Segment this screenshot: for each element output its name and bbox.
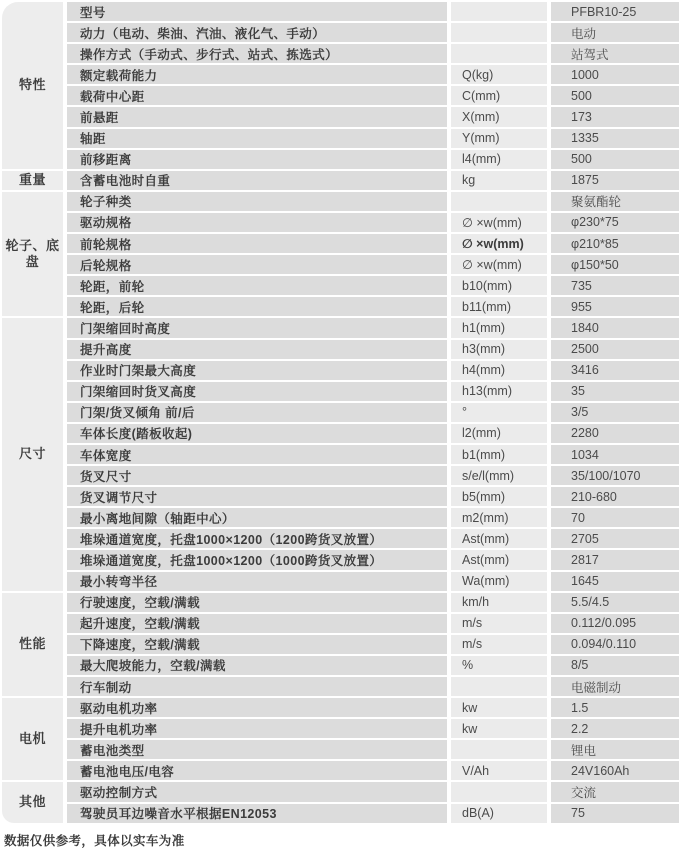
unit-cell: h3(mm)	[451, 340, 547, 359]
value-cell: 1875	[551, 171, 679, 190]
unit-cell: b5(mm)	[451, 487, 547, 506]
value-cell: 电磁制动	[551, 677, 679, 696]
unit-cell: h1(mm)	[451, 318, 547, 337]
value-cell: 1.5	[551, 698, 679, 717]
unit-cell: Wa(mm)	[451, 572, 547, 591]
param-cell: 额定载荷能力	[67, 65, 447, 84]
value-cell: 500	[551, 150, 679, 169]
value-cell: 1000	[551, 65, 679, 84]
value-cell: φ150*50	[551, 255, 679, 274]
value-cell: 24V160Ah	[551, 761, 679, 780]
param-cell: 型号	[67, 2, 447, 21]
param-cell: 轮距，后轮	[67, 297, 447, 316]
param-cell: 车体长度(踏板收起)	[67, 424, 447, 443]
unit-cell	[451, 677, 547, 696]
unit-cell: °	[451, 403, 547, 422]
param-cell: 载荷中心距	[67, 86, 447, 105]
unit-cell: l4(mm)	[451, 150, 547, 169]
value-cell: 锂电	[551, 740, 679, 759]
value-cell: 2.2	[551, 719, 679, 738]
param-cell: 前移距离	[67, 150, 447, 169]
unit-cell: ∅ ×w(mm)	[451, 234, 547, 253]
param-cell: 堆垛通道宽度，托盘1000×1200（1000跨货叉放置）	[67, 550, 447, 569]
param-cell: 轮距，前轮	[67, 276, 447, 295]
unit-cell: V/Ah	[451, 761, 547, 780]
category-cell	[2, 318, 63, 590]
unit-cell: h4(mm)	[451, 361, 547, 380]
spec-table	[2, 2, 679, 823]
param-cell: 行车制动	[67, 677, 447, 696]
unit-cell: ∅ ×w(mm)	[451, 213, 547, 232]
category-label: 性能	[18, 636, 46, 652]
category-label: 轮子、底盘	[5, 237, 60, 270]
param-cell: 行驶速度，空载/满载	[67, 593, 447, 612]
param-cell: 下降速度，空载/满载	[67, 635, 447, 654]
category-cell	[2, 2, 63, 169]
unit-cell: b1(mm)	[451, 445, 547, 464]
param-cell: 轮子种类	[67, 192, 447, 211]
param-cell: 驱动电机功率	[67, 698, 447, 717]
param-cell: 轴距	[67, 129, 447, 148]
param-cell: 堆垛通道宽度，托盘1000×1200（1200跨货叉放置）	[67, 529, 447, 548]
unit-cell: m/s	[451, 635, 547, 654]
category-cell	[2, 698, 63, 780]
param-cell: 蓄电池电压/电容	[67, 761, 447, 780]
param-cell: 作业时门架最大高度	[67, 361, 447, 380]
unit-cell: l2(mm)	[451, 424, 547, 443]
unit-cell	[451, 782, 547, 801]
param-cell: 操作方式（手动式、步行式、站式、拣选式）	[67, 44, 447, 63]
param-cell: 前悬距	[67, 107, 447, 126]
param-cell: 最大爬坡能力，空载/满载	[67, 656, 447, 675]
param-cell: 驱动规格	[67, 213, 447, 232]
unit-cell: dB(A)	[451, 804, 547, 823]
value-cell: 500	[551, 86, 679, 105]
value-cell: 1335	[551, 129, 679, 148]
category-cell	[2, 171, 63, 190]
param-cell: 最小转弯半径	[67, 572, 447, 591]
param-cell: 门架缩回时货叉高度	[67, 382, 447, 401]
value-cell: φ230*75	[551, 213, 679, 232]
param-cell: 门架/货叉倾角 前/后	[67, 403, 447, 422]
param-cell: 货叉调节尺寸	[67, 487, 447, 506]
value-cell: 35/100/1070	[551, 466, 679, 485]
unit-cell: %	[451, 656, 547, 675]
unit-cell: kw	[451, 698, 547, 717]
value-cell: 1034	[551, 445, 679, 464]
param-cell: 门架缩回时高度	[67, 318, 447, 337]
param-cell: 驾驶员耳边噪音水平根据EN12053	[67, 804, 447, 823]
value-cell: 2705	[551, 529, 679, 548]
param-cell: 蓄电池类型	[67, 740, 447, 759]
unit-cell	[451, 192, 547, 211]
category-label: 尺寸	[18, 446, 46, 462]
param-cell: 后轮规格	[67, 255, 447, 274]
value-cell: PFBR10-25	[551, 2, 679, 21]
unit-cell: s/e/l(mm)	[451, 466, 547, 485]
unit-cell: Y(mm)	[451, 129, 547, 148]
param-cell: 起升速度，空载/满载	[67, 614, 447, 633]
footer-disclaimer: 数据仅供参考，具体以实车为准	[4, 833, 185, 848]
param-cell: 动力（电动、柴油、汽油、液化气、手动）	[67, 23, 447, 42]
value-cell: 1645	[551, 572, 679, 591]
param-cell: 最小离地间隙（轴距中心）	[67, 508, 447, 527]
value-cell: 3416	[551, 361, 679, 380]
value-cell: 70	[551, 508, 679, 527]
value-cell: 1840	[551, 318, 679, 337]
unit-cell: m2(mm)	[451, 508, 547, 527]
unit-cell: km/h	[451, 593, 547, 612]
category-cell	[2, 782, 63, 822]
value-cell: 交流	[551, 782, 679, 801]
value-cell: 955	[551, 297, 679, 316]
unit-cell: ∅ ×w(mm)	[451, 255, 547, 274]
unit-cell: kw	[451, 719, 547, 738]
param-cell: 车体宽度	[67, 445, 447, 464]
param-cell: 驱动控制方式	[67, 782, 447, 801]
value-cell: 35	[551, 382, 679, 401]
category-label: 特性	[18, 77, 46, 93]
value-cell: 2280	[551, 424, 679, 443]
value-cell: 735	[551, 276, 679, 295]
value-cell: 电动	[551, 23, 679, 42]
value-cell: 210-680	[551, 487, 679, 506]
category-label: 电机	[18, 731, 46, 747]
value-cell: 2500	[551, 340, 679, 359]
unit-cell	[451, 740, 547, 759]
category-cell	[2, 593, 63, 696]
unit-cell: C(mm)	[451, 86, 547, 105]
unit-cell: Ast(mm)	[451, 529, 547, 548]
category-cell	[2, 192, 63, 317]
unit-cell: kg	[451, 171, 547, 190]
value-cell: 3/5	[551, 403, 679, 422]
category-label: 重量	[18, 172, 46, 188]
category-label: 其他	[18, 794, 46, 810]
param-cell: 货叉尺寸	[67, 466, 447, 485]
unit-cell	[451, 2, 547, 21]
unit-cell: Ast(mm)	[451, 550, 547, 569]
value-cell: 站驾式	[551, 44, 679, 63]
value-cell: φ210*85	[551, 234, 679, 253]
unit-cell: h13(mm)	[451, 382, 547, 401]
unit-cell: b10(mm)	[451, 276, 547, 295]
unit-cell	[451, 44, 547, 63]
param-cell: 提升高度	[67, 340, 447, 359]
value-cell: 173	[551, 107, 679, 126]
value-cell: 聚氨酯轮	[551, 192, 679, 211]
value-cell: 5.5/4.5	[551, 593, 679, 612]
value-cell: 2817	[551, 550, 679, 569]
unit-cell: m/s	[451, 614, 547, 633]
value-cell: 75	[551, 804, 679, 823]
unit-cell: X(mm)	[451, 107, 547, 126]
param-cell: 提升电机功率	[67, 719, 447, 738]
param-cell: 含蓄电池时自重	[67, 171, 447, 190]
value-cell: 0.094/0.110	[551, 635, 679, 654]
param-cell: 前轮规格	[67, 234, 447, 253]
value-cell: 0.112/0.095	[551, 614, 679, 633]
unit-cell: b11(mm)	[451, 297, 547, 316]
value-cell: 8/5	[551, 656, 679, 675]
unit-cell: Q(kg)	[451, 65, 547, 84]
unit-cell	[451, 23, 547, 42]
